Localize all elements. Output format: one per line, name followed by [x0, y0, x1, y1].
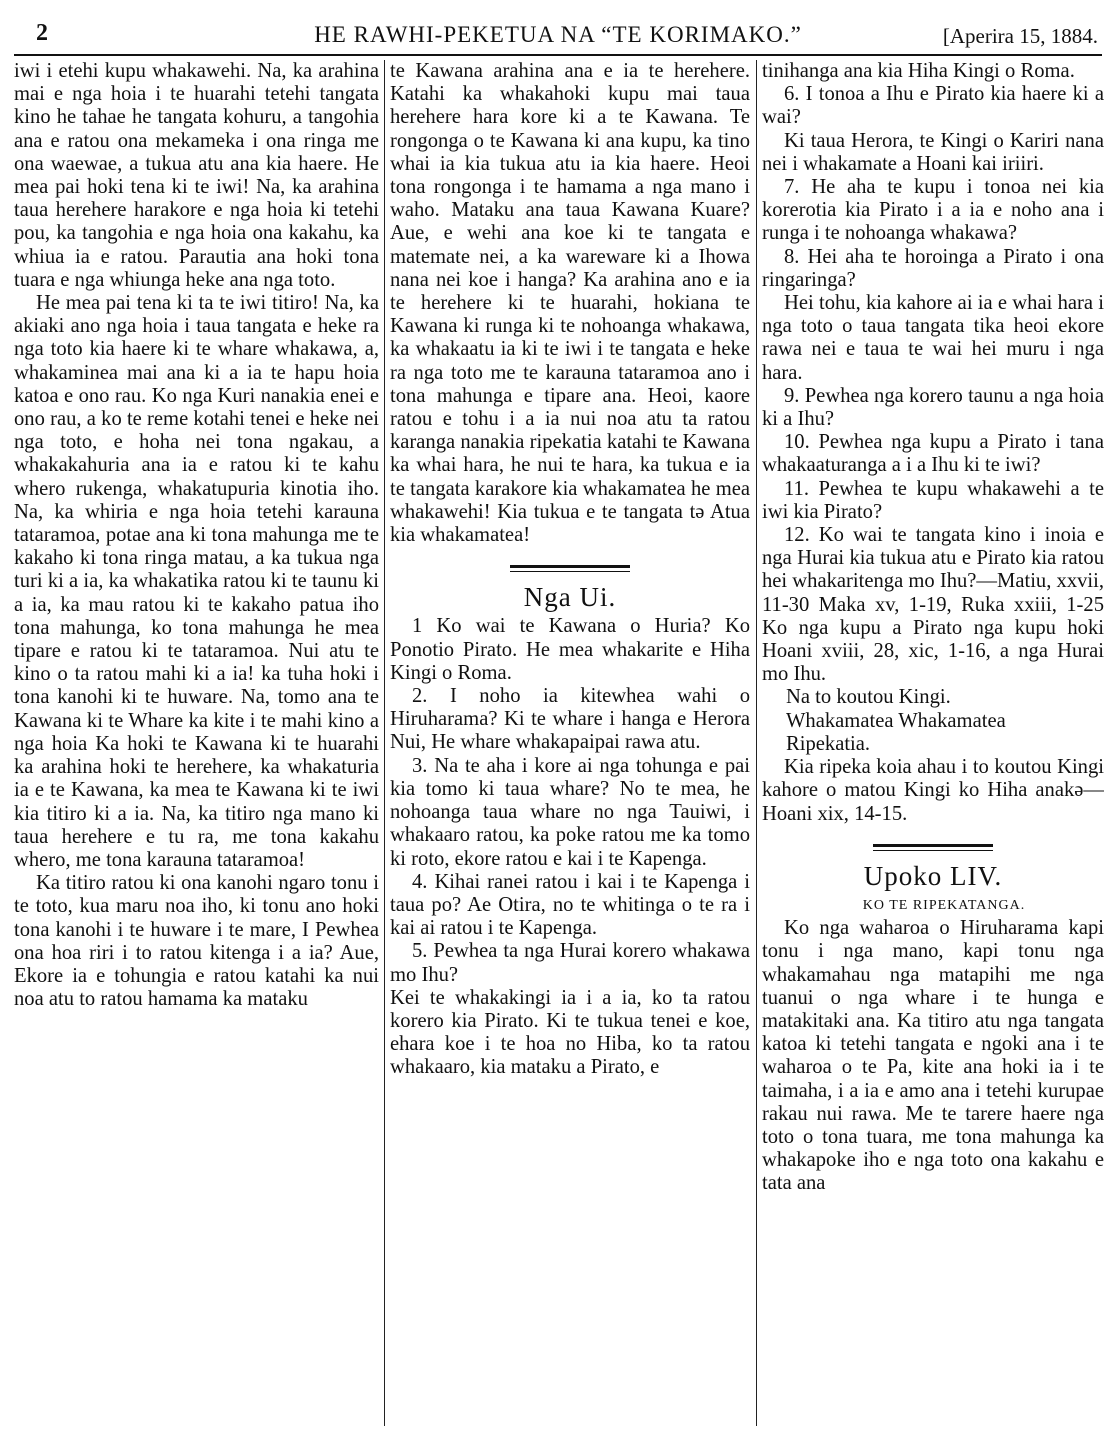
question-4: 4. Kihai ranei ratou i kai i te Kapenga i taua po? Ae Otira, no te whitinga o te ra i kai ai ratou i te Kapenga.: [390, 870, 750, 940]
question-1: 1 Ko wai te Kawana o Huria? Ko Ponotio Pirato. He mea whakarite e Hiha Kingi o Roma.: [390, 615, 750, 684]
page-number: 2: [36, 20, 48, 46]
paragraph: iwi i etehi kupu whakawehi. Na, ka arahina mai e nga hoia i te huarahi tetehi tangata kino he tahae he tangata kohuru, a tangohia ana e ratou ona mekameka i ona ringa me ona waewae, a tukua atu ana kia haere. He mea pai hoki tena ki te iwi! Na, ka arahina taua herehere harakore e nga hoia ki tetehi pou, ka tangohia e nga hoia ona kakahu, ka whiua ia e ratou. Parautia ana hoki tona tuara e nga whiunga heke ana nga toto.: [14, 60, 379, 291]
question-6: 6. I tonoa a Ihu e Pirato kia haere ki a wai?: [762, 83, 1104, 129]
question-7: 7. He aha te kupu i tonoa nei kia korerotia kia Pirato i a ia e noho ana i runga i te nohoanga whakawa?: [762, 176, 1104, 245]
question-9: 9. Pewhea nga korero taunu a nga hoia ki a Ihu?: [762, 384, 1104, 431]
paragraph: Ko nga waharoa o Hiruharama kapi tonu i nga mano, kapi tonu nga whakamahau nga matapihi me nga tuanui o nga whare i te hunga e matakitaki ana. Ka titiro atu nga tangata katoa ki tetehi tangata e ngoki ana i te waharoa o te Pa, kite ana hoki ia i te taimaha, i a ia e amo ana i tetehi kurupae rakau nui rawa. Me te tarere haere nga toto o tona tuara, me tona mahunga ka whakapoke iho e nga toto ona kakahu e tata ana: [762, 917, 1104, 1195]
column-2: [390, 60, 750, 1426]
issue-date: [Aperira 15, 1884.: [942, 24, 1098, 48]
column-3: [762, 60, 1104, 1426]
question-5: 5. Pewhea ta nga Hurai korero whakawa mo Ihu?: [390, 940, 750, 986]
question-2: 2. I noho ia kitewhea wahi o Hiruharama? Ki te whare i hanga e Herora Nui, He whare whakapaipai rawa atu.: [390, 685, 750, 754]
quote-line: Ripekatia.: [786, 732, 871, 755]
answer-8: Hei tohu, kia kahore ai ia e whai hara i nga toto o taua tangata tika heoi ekore rawa nei e taua te wai hei muru i nga hara.: [762, 292, 1104, 384]
column-divider: [384, 60, 385, 1426]
question-8: 8. Hei aha te horoinga a Pirato i ona ringaringa?: [762, 245, 1104, 291]
masthead-title: HE RAWHI-PEKETUA NA “TE KORIMAKO.”: [314, 22, 802, 47]
column-divider: [756, 60, 757, 1426]
quote-line: Na to koutou Kingi.: [786, 686, 951, 709]
answer-6: Ki taua Herora, te Kingi o Kariri nana nei i whakamate a Hoani kai iriiri.: [762, 129, 1104, 175]
section-divider: [510, 565, 630, 572]
paragraph: tinihanga ana kia Hiha Kingi o Roma.: [762, 60, 1075, 82]
question-3: 3. Na te aha i kore ai nga tohunga e pai kia tomo ki taua whare? No te mea, he nohoanga taua whare no nga Tauiwi, i whakaaro ratou, ka poke ratou me ka tomo ki roto, ekore ratou e kai i te Kapenga.: [390, 754, 750, 870]
paragraph: te Kawana arahina ana e ia te herehere. Katahi ka whakahoki kupu mai taua herehere hara kore ki a te Kawana. Te rongonga o te Kawana ki ana kupu, ka tino whai ia kia tukua atu ia kia haere. Heoi tona rongonga i te hamama a nga mano i waho. Mataku ana taua Kawana Kuare? Aue, e wehi ana koe ki te tangata e matemate nei, a ka wareware ki a Ihowa nana nei koe i hanga? Ka arahina ano e ia te herehere ki te huarahi, hokiana te Kawana ki runga ki te nohoanga whakawa, ka whakaatu ia ki te iwi i te tangata e heke ra nga toto me te karauna tataramoa ano i tona mahunga e tipare ana. Heoi, kaore ratou e tohu i a ia nui noa atu ta ratou karanga nanakia ripekatia katahi te Kawana ka whai hara, he nui te hara, ka tukua e ia te tangata karakore kia whakamatea he mea whakawehi! Kia tukua e te tangata tə Atua kia whakamatea!: [390, 60, 750, 547]
section-divider: [873, 844, 993, 851]
paragraph: He mea pai tena ki ta te iwi titiro! Na, ka akiaki ano nga hoia i taua tangata e heke ra nga toto kia haere ki te whare whakawa, a, whakaminea mai ana ki a ia te hapu hoia katoa e ono rau. Ko nga Kuri nanakia enei e ono rau, a ko te reme kotahi tenei e heke nei nga toto, e hoha nei tona ngakau, a whakakahuria ana ia e ratou ki te kahu whero rukenga, whakatupuria kinotia iho. Na, ka whiria e nga hoia tetehi karauna tataramoa, potae ana ki tona mahunga me te kakaho ki tona ringa matau, a ka tukua nga turi ki a ia, ka whakatika ratou ki te taunu ki a ia, ka mau ratou ki te kakaho patua iho tona mahunga, ko tona mahunga he mea tipare e ratou ki te tataramoa. Nui atu te kino o ta ratou mahi ki a ia! ka tuha hoki i tona kanohi ki te huware. Na, tomo ana te Kawana ki te Whare ka kite i te mahi kino a nga hoia Ka hoki te Kawana ki te huarahi ka arahina hoki te herehere, ka whakaturia ia e te Kawana, ka mea te Kawana ki te iwi kia titiro ki a ia. Na, ka titiro nga mano ki taua herehere e tu ra, me tona kakahu whero, me tona karauna tataramoa!: [14, 292, 379, 871]
section-heading-questions: Nga Ui.: [523, 582, 617, 613]
paragraph: Kia ripeka koia ahau i to koutou Kingi kahore o matou Kingi ko Hiha anakə—Hoani xix, 14-15.: [762, 756, 1104, 825]
quote-line: Whakamatea Whakamatea: [786, 709, 1006, 732]
question-10: 10. Pewhea nga kupu a Pirato i tana whakaaturanga a i a Ihu ki te iwi?: [762, 431, 1104, 477]
answer-5: Kei te whakakingi ia i a ia, ko ta ratou korero kia Pirato. Ki te tukua tenei e koe, ehara koe i te hoa no Hiba, ko ta ratou whakaaro, kia mataku a Pirato, e: [390, 986, 750, 1079]
chapter-subheading: KO TE RIPEKATANGA.: [862, 897, 1026, 913]
question-12: 12. Ko wai te tangata kino i inoia e nga Hurai kia tukua atu e Pirato kia ratou hei whakaritenga mo Ihu?—Matiu, xxvii, 11-30 Maka xv, 1-19, Ruka xxiii, 1-25 Ko nga kupu a Pirato nga kupu hoki Hoani xviii, 28, xic, 1-16, a nga Hurai mo Ihu.: [762, 524, 1104, 686]
page-header: [14, 14, 1102, 56]
paragraph: Ka titiro ratou ki ona kanohi ngaro tonu i te toto, kua maru noa iho, ki tonu ano hoki tona kanohi i te huware i te mare, I Pewhea ona hoa riri i to ratou kitenga i a ia? Aue, Ekore ia e tohungia e ratou katahi ka nui noa atu to ratou hamama ka mataku: [14, 872, 379, 1011]
chapter-heading: Upoko LIV.: [863, 860, 1003, 891]
question-11: 11. Pewhea te kupu whakawehi a te iwi kia Pirato?: [762, 477, 1104, 523]
column-1: [14, 60, 379, 1426]
